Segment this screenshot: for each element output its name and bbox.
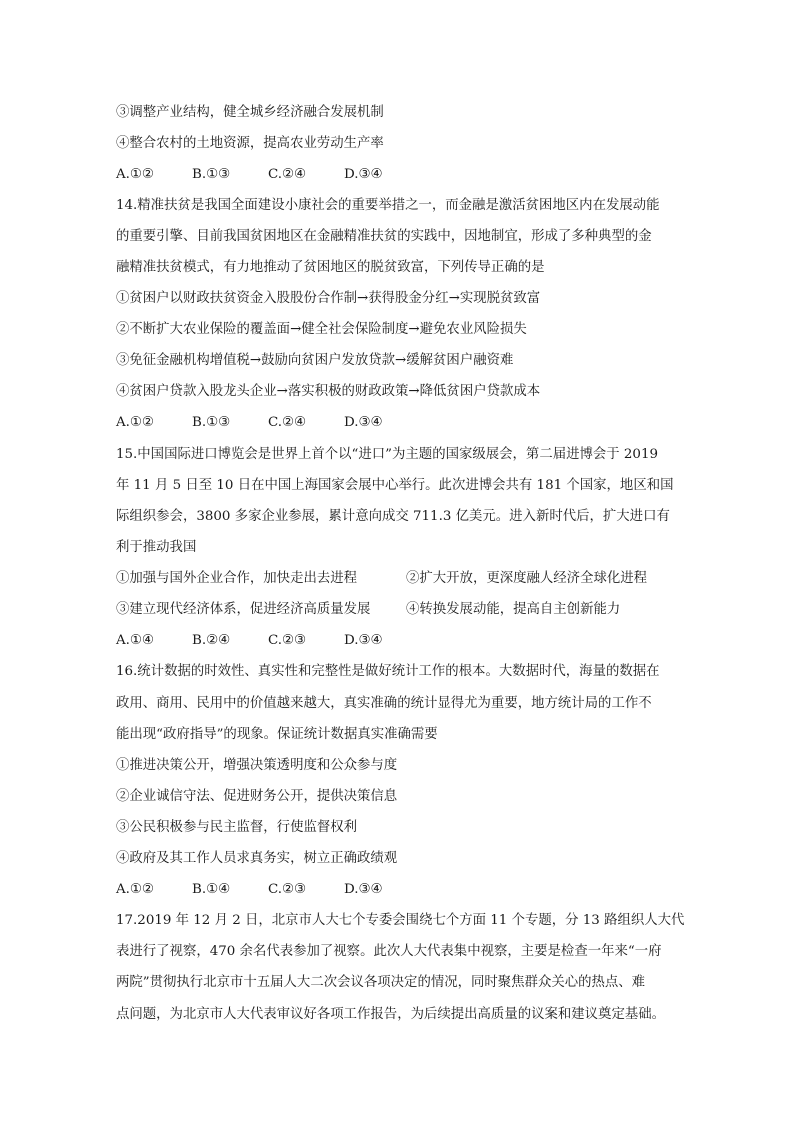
q15-item-2: ②扩大开放，更深度融人经济全球化进程 [406, 571, 648, 586]
q16-option-c: C.②③ [268, 882, 307, 897]
q14-item-4: ④贫困户贷款入股龙头企业→落实积极的财政政策→降低贫困户贷款成本 [116, 384, 541, 399]
q13-option-d: D.③④ [344, 167, 383, 182]
q13-option-c: C.②④ [268, 167, 307, 182]
q17-stem-line-2: 表进行了视察，470 余名代表参加了视察。此次人大代表集中视察，主要是检查一年来“一府 [116, 944, 662, 959]
q14-stem-line-1: 14.精准扶贫是我国全面建设小康社会的重要举措之一，而金融是激活贫困地区内在发展动能 [116, 198, 660, 213]
q14-item-3: ③免征金融机构增值税→鼓励向贫困户发放贷款→缓解贫困户融资难 [116, 353, 514, 368]
q15-options [116, 631, 383, 651]
q14-option-d: D.③④ [344, 415, 383, 430]
q14-option-a: A.①② [116, 415, 154, 430]
q15-item-3: ③建立现代经济体系，促进经济高质量发展 [116, 602, 371, 617]
q17-stem-line-1: 17.2019 年 12 月 2 日，北京市人大七个专委会围绕七个方面 11 个专题，分 13 路组织人大代 [116, 913, 685, 928]
q14-options [116, 413, 383, 433]
q13-option-b: B.①③ [192, 167, 231, 182]
q17-stem-line-3: 两院”贯彻执行北京市十五届人大二次会议各项决定的情况，同时聚焦群众关心的热点、难 [116, 975, 646, 990]
q14-option-b: B.①③ [192, 415, 231, 430]
q14-option-c: C.②④ [268, 415, 307, 430]
q13-item-4: ④整合农村的土地资源，提高农业劳动生产率 [116, 136, 384, 151]
q13-item-3: ③调整产业结构，健全城乡经济融合发展机制 [116, 105, 384, 120]
q15-option-d: D.③④ [344, 633, 383, 648]
q16-stem-line-3: 能出现“政府指导”的现象。保证统计数据真实准确需要 [116, 727, 438, 742]
q15-option-a: A.①④ [116, 633, 154, 648]
q13-options [116, 165, 383, 185]
q17-stem-line-4: 点问题，为北京市人大代表审议好各项工作报告，为后续提出高质量的议案和建议奠定基础。 [116, 1007, 666, 1022]
q16-stem-line-2: 政用、商用、民用中的价值越来越大，真实准确的统计显得尤为重要，地方统计局的工作不 [116, 696, 652, 711]
q15-stem-line-1: 15.中国国际进口博览会是世界上首个以“进口”为主题的国家级展会，第二届进博会于 2019 [116, 447, 658, 462]
q15-stem-line-3: 际组织参会，3800 多家企业参展，累计意向成交 711.3 亿美元。进入新时代后，扩大进口有 [116, 509, 670, 524]
q14-stem-line-3: 融精准扶贫模式，有力地推动了贫困地区的脱贫致富，下列传导正确的是 [116, 260, 545, 275]
q15-option-c: C.②③ [268, 633, 307, 648]
q16-options [116, 880, 383, 900]
q16-stem-line-1: 16.统计数据的时效性、真实性和完整性是做好统计工作的根本。大数据时代，海量的数据在 [116, 664, 660, 679]
q14-item-2: ②不断扩大农业保险的覆盖面→健全社会保险制度→避免农业风险损失 [116, 322, 527, 337]
q14-item-1: ①贫困户以财政扶贫资金入股股份合作制→获得股金分红→实现脱贫致富 [116, 291, 541, 306]
q16-item-1: ①推进决策公开，增强决策透明度和公众参与度 [116, 758, 398, 773]
q16-item-4: ④政府及其工作人员求真务实，树立正确政绩观 [116, 851, 398, 866]
q16-option-b: B.①④ [192, 882, 231, 897]
q16-option-d: D.③④ [344, 882, 383, 897]
q15-stem-line-2: 年 11 月 5 日至 10 日在中国上海国家会展中心举行。此次进博会共有 181 个国家，地区和国 [116, 478, 674, 493]
q16-item-3: ③公民积极参与民主监督，行使监督权利 [116, 820, 358, 835]
q14-stem-line-2: 的重要引擎、目前我国贫困地区在金融精准扶贫的实践中，因地制宜，形成了多种典型的金 [116, 229, 652, 244]
q15-option-b: B.②④ [192, 633, 231, 648]
q15-item-1: ①加强与国外企业合作，加快走出去进程 [116, 571, 358, 586]
q13-option-a: A.①② [116, 167, 154, 182]
q16-option-a: A.①② [116, 882, 154, 897]
q15-item-4: ④转换发展动能，提高自主创新能力 [406, 602, 621, 617]
q15-stem-line-4: 利于推动我国 [116, 540, 197, 555]
q16-item-2: ②企业诚信守法、促进财务公开，提供决策信息 [116, 789, 398, 804]
